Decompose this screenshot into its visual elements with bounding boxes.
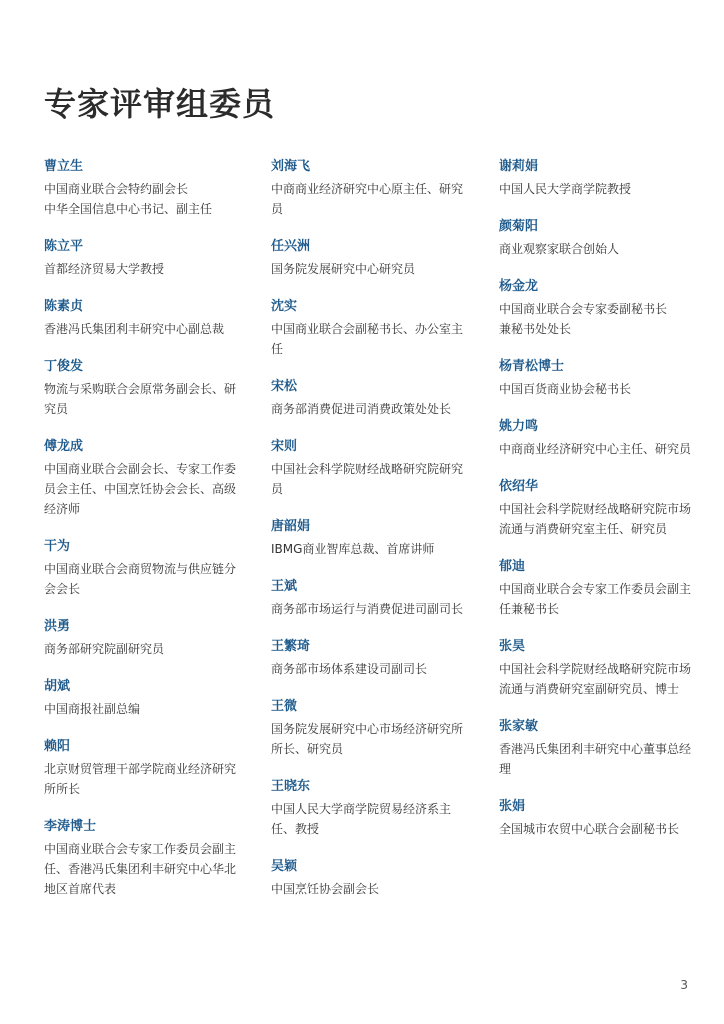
member-entry — [499, 797, 699, 839]
member-role: 中国社会科学院财经战略研究院市场流通与消费研究室副研究员、博士 — [499, 662, 692, 696]
member-entry — [499, 157, 699, 199]
member-name: 郁迪 — [499, 559, 526, 574]
member-role: 首都经济贸易大学教授 — [44, 262, 165, 276]
member-entry — [271, 697, 471, 759]
member-name: 任兴洲 — [271, 239, 311, 254]
member-name: 杨青松博士 — [499, 359, 565, 374]
member-name: 唐韶娟 — [271, 519, 311, 534]
member-name: 刘海飞 — [271, 159, 311, 174]
member-role: 商务部市场运行与消费促进司副司长 — [271, 602, 464, 616]
member-role: 北京财贸管理干部学院商业经济研究所所长 — [44, 762, 237, 796]
member-entry — [499, 637, 699, 699]
member-name: 王微 — [271, 699, 298, 714]
member-name: 吴颖 — [271, 859, 298, 874]
member-role: 中国商业联合会商贸物流与供应链分会会长 — [44, 562, 237, 596]
member-name: 王斌 — [271, 579, 298, 594]
member-name: 干为 — [44, 539, 71, 554]
member-entry — [271, 237, 471, 279]
member-entry — [44, 737, 244, 799]
member-entry — [499, 417, 699, 459]
member-name: 陈立平 — [44, 239, 84, 254]
member-role: 香港冯氏集团利丰研究中心副总裁 — [44, 322, 225, 336]
member-entry — [271, 157, 471, 219]
member-name: 王繁琦 — [271, 639, 311, 654]
page-number: 3 — [680, 978, 688, 992]
member-role: 商务部研究院副研究员 — [44, 642, 165, 656]
member-name: 赖阳 — [44, 739, 71, 754]
member-entry — [44, 817, 244, 899]
member-role: 中国商报社副总编 — [44, 702, 141, 716]
member-role: 中国商业联合会专家工作委员会副主任、香港冯氏集团利丰研究中心华北地区首席代表 — [44, 842, 237, 896]
member-name: 依绍华 — [499, 479, 539, 494]
member-role: 中国百货商业协会秘书长 — [499, 382, 632, 396]
member-role: 中国人民大学商学院贸易经济系主任、教授 — [271, 802, 452, 836]
member-name: 张昊 — [499, 639, 526, 654]
member-name: 姚力鸣 — [499, 419, 539, 434]
member-role: 香港冯氏集团利丰研究中心董事总经理 — [499, 742, 692, 776]
member-entry — [44, 617, 244, 659]
member-column-1 — [44, 157, 244, 917]
member-entry — [271, 297, 471, 359]
member-name: 丁俊发 — [44, 359, 84, 374]
member-role: 中国社会科学院财经战略研究院市场流通与消费研究室主任、研究员 — [499, 502, 692, 536]
member-role: 商务部消费促进司消费政策处处长 — [271, 402, 452, 416]
member-name: 谢莉娟 — [499, 159, 539, 174]
member-entry — [44, 537, 244, 599]
member-name: 洪勇 — [44, 619, 71, 634]
member-role: 中国商业联合会副会长、专家工作委员会主任、中国烹饪协会会长、高级经济师 — [44, 462, 237, 516]
member-entry — [271, 777, 471, 839]
member-role: 中国社会科学院财经战略研究院研究员 — [271, 462, 464, 496]
member-name: 张家敏 — [499, 719, 539, 734]
member-entry — [271, 517, 471, 559]
member-role: 国务院发展研究中心研究员 — [271, 262, 416, 276]
member-role: 中国商业联合会副秘书长、办公室主任 — [271, 322, 464, 356]
member-role: 全国城市农贸中心联合会副秘书长 — [499, 822, 680, 836]
member-name: 傅龙成 — [44, 439, 84, 454]
member-role: 中商商业经济研究中心主任、研究员 — [499, 442, 692, 456]
member-role: 国务院发展研究中心市场经济研究所所长、研究员 — [271, 722, 464, 756]
member-name: 胡斌 — [44, 679, 71, 694]
member-name: 陈素贞 — [44, 299, 84, 314]
member-name: 李涛博士 — [44, 819, 97, 834]
member-entry — [271, 637, 471, 679]
member-entry — [44, 157, 244, 219]
member-entry — [44, 237, 244, 279]
member-entry — [44, 297, 244, 339]
member-entry — [271, 437, 471, 499]
member-name: 宋则 — [271, 439, 298, 454]
member-entry — [271, 857, 471, 899]
member-role: 商业观察家联合创始人 — [499, 242, 620, 256]
member-role: 中国商业联合会特约副会长 中华全国信息中心书记、副主任 — [44, 182, 213, 216]
member-entry — [499, 357, 699, 399]
member-name: 曹立生 — [44, 159, 84, 174]
member-role: 物流与采购联合会原常务副会长、研究员 — [44, 382, 237, 416]
member-name: 王晓东 — [271, 779, 311, 794]
member-role: 中国商业联合会专家委副秘书长 兼秘书处处长 — [499, 302, 668, 336]
member-entry — [271, 377, 471, 419]
member-column-3 — [499, 157, 699, 857]
member-role: 中国烹饪协会副会长 — [271, 882, 380, 896]
member-column-2 — [271, 157, 471, 917]
member-name: 张娟 — [499, 799, 526, 814]
member-name: 宋松 — [271, 379, 298, 394]
page-title: 专家评审组委员 — [44, 85, 276, 123]
member-role: 商务部市场体系建设司副司长 — [271, 662, 428, 676]
member-name: 颜菊阳 — [499, 219, 539, 234]
member-role: 中商商业经济研究中心原主任、研究员 — [271, 182, 464, 216]
member-entry — [44, 437, 244, 519]
member-entry — [499, 557, 699, 619]
member-entry — [499, 217, 699, 259]
member-role: 中国商业联合会专家工作委员会副主任兼秘书长 — [499, 582, 692, 616]
member-entry — [271, 577, 471, 619]
member-role: IBMG商业智库总裁、首席讲师 — [271, 542, 435, 556]
member-entry — [499, 477, 699, 539]
member-name: 沈实 — [271, 299, 298, 314]
member-entry — [499, 717, 699, 779]
member-role: 中国人民大学商学院教授 — [499, 182, 632, 196]
member-entry — [44, 677, 244, 719]
member-entry — [44, 357, 244, 419]
member-name: 杨金龙 — [499, 279, 539, 294]
member-entry — [499, 277, 699, 339]
